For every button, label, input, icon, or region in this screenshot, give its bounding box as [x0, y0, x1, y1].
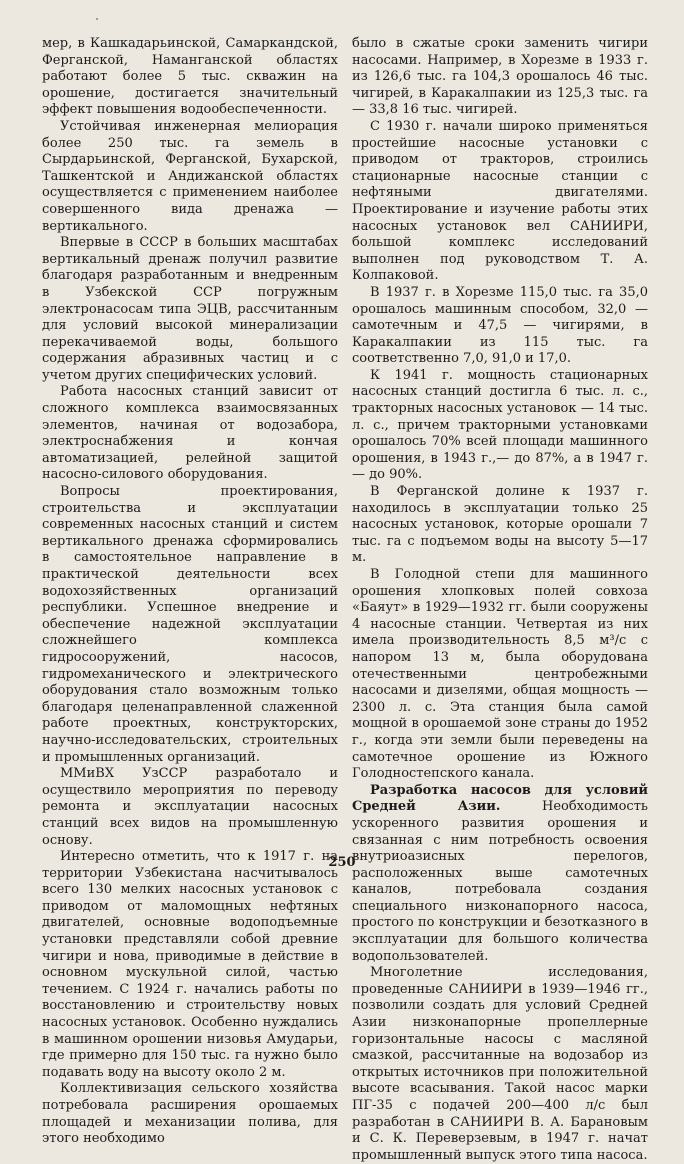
section-text: Необходимость ускоренного развития орошения и связанная с ним потребность освоения внутриоазисных перелогов, расположенных выше самотечных каналов, потребовала создания специального низконапорного насоса, простого по конструкции и безотказного в эксплуатации для большого количества водопользователей.	[352, 799, 648, 964]
left-column	[42, 36, 338, 1148]
paragraph: Впервые в СССР в больших масштабах вертикальный дренаж получил развитие благодаря разработанным и внедренным в Узбекской ССР погружным электронасосам типа ЭЦВ, рассчитанным для условий высокой минерализации перекачиваемой воды, большого содержания абразивных частиц и с учетом других специфических условий.	[42, 235, 338, 383]
paragraph: ММиВХ УзССР разработало и осуществило мероприятия по переводу ремонта и эксплуатации насосных станций всех видов на промышленную основу.	[42, 766, 338, 848]
paragraph: было в сжатые сроки заменить чигири насосами. Например, в Хорезме в 1933 г. из 126,6 тыс. га 104,3 орошалось 46 тыс. чигирей, в Каракалпакии из 125,3 тыс. га — 33,8 16 тыс. чигирей.	[352, 36, 648, 118]
paragraph: Работа насосных станций зависит от сложного комплекса взаимосвязанных элементов, начиная от водозабора, электроснабжения и кончая автоматизацией, релейной защитой насосно-силового оборудования.	[42, 384, 338, 483]
paragraph: В Ферганской долине к 1937 г. находилось в эксплуатации только 25 насосных установок, которые орошали 7 тыс. га с подъемом воды на высоту 5—17 м.	[352, 484, 648, 566]
paragraph: В 1937 г. в Хорезме 115,0 тыс. га 35,0 орошалось машинным способом, 32,0 — самотечным и 47,5 — чигирями, в Каракалпакии из 115 тыс. га соответственно 7,0, 91,0 и 17,0.	[352, 284, 648, 367]
page-number: 250	[328, 855, 356, 870]
paragraph: Устойчивая инженерная мелиорация более 250 тыс. га земель в Сырдарьинской, Ферганской, Бухарской, Ташкентской и Андижанской областях осуществляется с применением наиболее совершенного вида дренажа — вертикального.	[42, 118, 338, 234]
section-heading: Разработка насосов для условий Средней Азии.	[352, 782, 648, 815]
paragraph: К 1941 г. мощность стационарных насосных станций достигла 6 тыс. л. с., тракторных насосных установок — 14 тыс. л. с., причем тракторными установками орошалось 70% всей площади машинного орошения, в 1943 г.,— до 87%, а в 1947 г. — до 90%.	[352, 367, 648, 483]
paragraph: Многолетние исследования, проведенные САНИИРИ в 1939—1946 гг., позволили создать для условий Средней Азии низконапорные пропеллерные горизонтальные насосы с масляной смазкой, рассчитанные на водозабор из открытых источников при положительной высоте всасывания. Такой насос марки ПГ-35 с подачей 200—400 л/с был разработан в САНИИРИ В. А. Барановым и С. К. Переверзевым, в 1947 г. начат промышленный выпуск этого типа насоса.	[352, 965, 648, 1163]
paragraph: В Голодной степи для машинного орошения хлопковых полей совхоза «Баяут» в 1929—1932 гг. были сооружены 4 насосные станции. Четвертая из них имела производительность 8,5 м³/с с напором 13 м, была оборудована отечественными центробежными насосами и дизелями, общая мощность — 2300 л. с. Эта станция была самой мощной в орошаемой зоне страны до 1952 г., когда эти земли были переведены на самотечное орошение из Южного Голодностепского канала.	[352, 567, 648, 782]
paper-speck	[96, 18, 98, 20]
section-paragraph	[352, 783, 648, 966]
paragraph: С 1930 г. начали широко применяться простейшие насосные установки с приводом от тракторов, строились стационарные насосные станции с нефтяными двигателями. Проектирование и изучение работы этих насосных установок вел САНИИРИ, большой комплекс исследований выполнен под руководством Т. А. Колпаковой.	[352, 118, 648, 284]
paragraph: Коллективизация сельского хозяйства потребовала расширения орошаемых площадей и механизации полива, для этого необходимо	[42, 1081, 338, 1147]
right-column	[352, 36, 648, 1164]
paragraph: мер, в Кашкадарьинской, Самаркандской, Ферганской, Наманганской областях работают более 5 тыс. скважин на орошение, достигается значительный эффект повышения водообеспеченности.	[42, 36, 338, 118]
paragraph: Интересно отметить, что к 1917 г. на территории Узбекистана насчитывалось всего 130 мелких насосных установок с приводом от маломощных нефтяных двигателей, основные водоподъемные установки представляли собой древние чигири и нова, приводимые в действие в основном мускульной силой, частью течением. С 1924 г. начались работы по восстановлению и строительству новых насосных установок. Особенно нуждались в машинном орошении низовья Амударьи, где примерно для 150 тыс. га нужно было подавать воду на высоту около 2 м.	[42, 849, 338, 1080]
paragraph: Вопросы проектирования, строительства и эксплуатации современных насосных станций и систем вертикального дренажа сформировались в самостоятельное направление в практической деятельности всех водохозяйственных организаций республики. Успешное внедрение и обеспечение надежной эксплуатации сложнейшего комплекса гидросооружений, насосов, гидромеханического и электрического оборудования стало возможным только благодаря целенаправленной слаженной работе проектных, конструкторских, научно-исследовательских, строительных и промышленных организаций.	[42, 484, 338, 765]
